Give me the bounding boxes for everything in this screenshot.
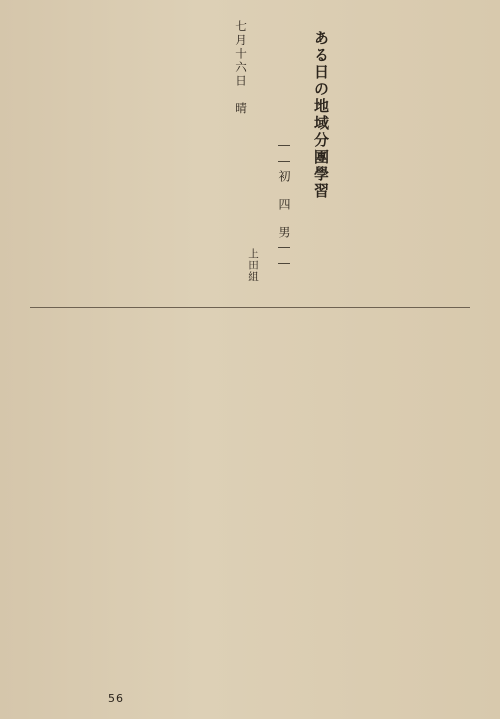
page-number: 56 <box>108 692 124 705</box>
section-divider <box>30 307 470 308</box>
scanned-book-page: ある日の地域分團學習 ――初 四 男―― 上田組 七月十六日 晴 56 <box>0 0 500 719</box>
